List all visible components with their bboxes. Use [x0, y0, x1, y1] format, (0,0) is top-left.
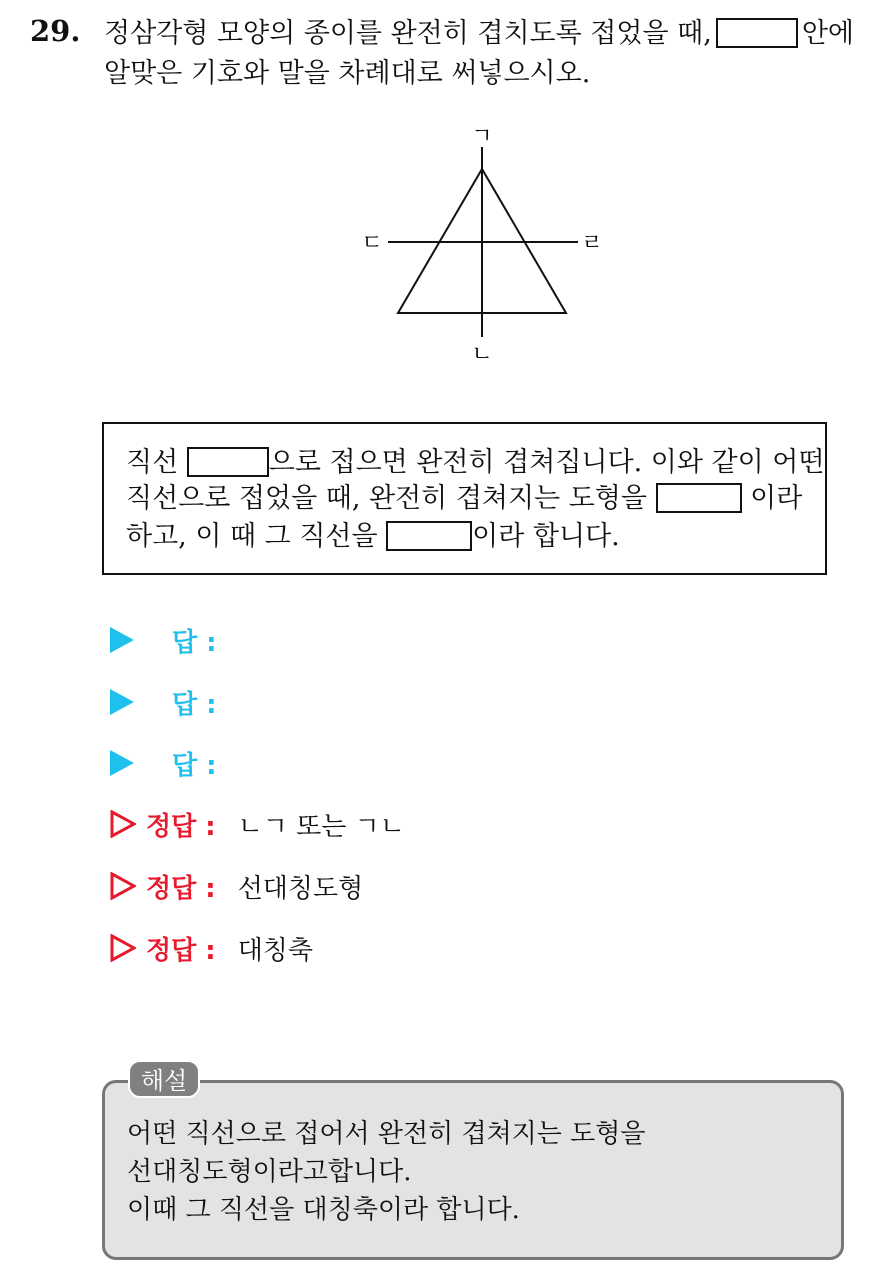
statement-text: 으로 접으면 완전히 겹쳐집니다. 이와 같이 어떤	[268, 447, 825, 478]
correct-row-2	[110, 866, 363, 906]
statement-text: 이라 합니다.	[472, 521, 620, 552]
question-text-before-blank: 정삼각형 모양의 종이를 완전히 겹치도록 접었을 때,	[104, 18, 712, 49]
play-triangle-icon	[110, 750, 134, 776]
answer-label: 답 :	[172, 750, 217, 781]
statement-text: 직선으로 접었을 때, 완전히 겹쳐지는 도형을	[126, 483, 647, 514]
explanation-line-3: 이때 그 직선을 대칭축이라 합니다.	[127, 1195, 520, 1225]
correct-row-1	[110, 804, 405, 844]
correct-label: 정답 :	[146, 873, 216, 904]
outline-triangle-icon	[110, 872, 136, 900]
correct-label: 정답 :	[146, 811, 216, 842]
correct-value: ㄴㄱ 또는 ㄱㄴ	[237, 811, 405, 842]
play-triangle-icon	[110, 689, 134, 715]
statement-line-2	[126, 482, 802, 516]
explanation-box	[102, 1080, 844, 1260]
label-bottom: ㄴ	[471, 342, 493, 367]
question-line-1	[104, 16, 854, 52]
question-line-2: 알맞은 기호와 말을 차례대로 써넣으시오.	[104, 58, 591, 89]
answer-label: 답 :	[172, 689, 217, 720]
statement-text: 하고, 이 때 그 직선을	[126, 521, 378, 552]
statement-box	[102, 422, 827, 575]
statement-line-1	[126, 446, 824, 480]
play-triangle-icon	[110, 627, 134, 653]
outline-triangle-icon	[110, 934, 136, 962]
correct-row-3	[110, 928, 313, 968]
triangle-figure	[340, 115, 640, 375]
statement-blank-3	[386, 521, 472, 551]
statement-blank-2	[656, 483, 742, 513]
explanation-line-1: 어떤 직선으로 접어서 완전히 겹쳐지는 도형을	[127, 1119, 646, 1149]
explanation-line-2: 선대칭도형이라고합니다.	[127, 1157, 412, 1187]
statement-text: 직선	[126, 447, 179, 478]
statement-text: 이라	[750, 483, 803, 514]
answer-row-2	[110, 682, 217, 722]
question-blank-box	[716, 18, 798, 48]
correct-value: 대칭축	[237, 935, 314, 966]
outline-triangle-icon	[110, 810, 136, 838]
answer-row-1	[110, 620, 217, 660]
correct-label: 정답 :	[146, 935, 216, 966]
explanation-tag: 해설	[128, 1060, 200, 1098]
label-left: ㄷ	[361, 231, 383, 256]
statement-blank-1	[187, 447, 269, 477]
question-number: 29.	[30, 14, 81, 48]
statement-line-3	[126, 520, 620, 554]
question-text-after-blank: 안에	[801, 18, 854, 49]
correct-value: 선대칭도형	[237, 873, 364, 904]
answer-label: 답 :	[172, 627, 217, 658]
label-top: ㄱ	[471, 124, 493, 149]
label-right: ㄹ	[581, 231, 603, 256]
answer-row-3	[110, 743, 217, 783]
